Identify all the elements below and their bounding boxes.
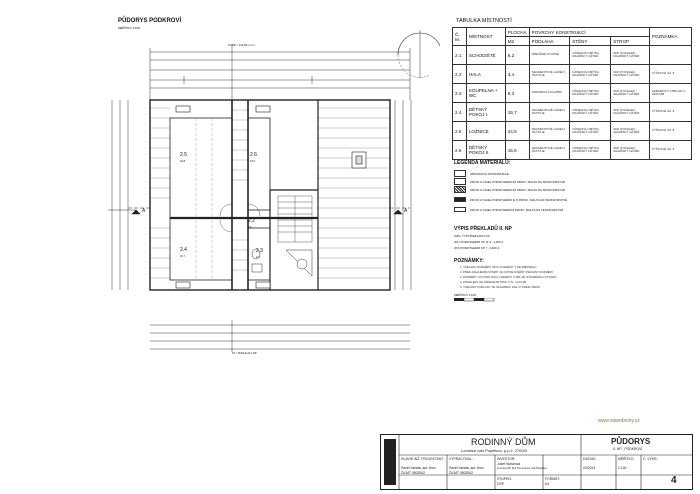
cell-note: KERAMICKÝ OBKLAD V. 2000 MM bbox=[649, 84, 691, 103]
cell-floor: KERAMICKÁ DLAŽBA bbox=[529, 84, 570, 103]
legend-title: LEGENDA MATERIÁLŮ: bbox=[454, 160, 511, 166]
project-location: Lomnice nad Popelkou, p.p.č. 2763/3 bbox=[461, 448, 528, 453]
note-item: 4. PODHLEDY ZE SÁDROKARTONU V TL. 12,5 MM bbox=[460, 280, 527, 284]
scale-value: 1:100 bbox=[618, 466, 627, 470]
cell-floor: SEGMENTOVÉ LAMELY, TEXTILIE bbox=[529, 103, 570, 122]
floor-plan-drawing bbox=[100, 20, 440, 360]
logo: www.stavebniny.cz bbox=[598, 418, 640, 424]
cell-floor: SEGMENTOVÉ LAMELY, TEXTILIE bbox=[529, 65, 570, 84]
cell-area: 3,4 bbox=[505, 65, 529, 84]
cell-num: 2.1 bbox=[453, 46, 467, 65]
cell-num: 2.2 bbox=[453, 65, 467, 84]
legend-item-label: OBVODOVÁ KONSTRUKCE bbox=[470, 171, 509, 176]
table-row bbox=[453, 103, 692, 122]
cell-name: DĚTSKÝ POKOJ I. bbox=[466, 103, 505, 122]
room-area-2-3: 9.3 bbox=[256, 256, 260, 259]
cell-num: 2.6 bbox=[453, 141, 467, 160]
note-item: 1. VŠECHNY ROZMĚRY JSOU UVEDENY V MILIMETRECH bbox=[460, 265, 537, 269]
col-header-area-unit: M2 bbox=[505, 37, 529, 46]
col-header-walls: STĚNY bbox=[570, 37, 611, 46]
cell-ceiling: SDK PODHLED, MALÍŘSKÝ NÁTĚR bbox=[611, 65, 650, 84]
plan-bottom-label: ±0 = PODLAHA 2.NP bbox=[232, 352, 257, 355]
cell-walls: VÁPENNÁ OMÍTKA, MALÍŘSKÝ NÁTĚR bbox=[570, 46, 611, 65]
drawing-subtitle: II. NP - PODKROVÍ bbox=[613, 447, 643, 451]
plan-scale: MĚŘÍTKO 1:100 bbox=[118, 26, 141, 30]
room-label-2-3: 2.3 bbox=[256, 248, 263, 254]
room-table-header-row bbox=[453, 28, 692, 37]
col-header-area: PLOCHA bbox=[505, 28, 529, 37]
lintel-row: (P1) POROTHERM KP 11,5 - 1250 2 bbox=[454, 240, 504, 244]
cell-ceiling: SDK PODHLED, MALÍŘSKÝ NÁTĚR bbox=[611, 46, 650, 65]
legend-item-label: ZDIVO Z CIHEL POROTHERM 11,5 PROFI, MALTA NA TENKOVRSTVÉ bbox=[470, 197, 568, 202]
table-row bbox=[453, 122, 692, 141]
notes-title: POZNÁMKY: bbox=[454, 258, 484, 264]
room-area-2-2: 3.4 bbox=[248, 226, 252, 229]
room-label-2-5: 2.5 bbox=[180, 152, 187, 158]
drawing-number: 4 bbox=[671, 475, 677, 486]
room-area-2-4: 15.7 bbox=[180, 255, 186, 258]
scale-bar bbox=[454, 298, 498, 302]
designer-reg: ČKAIT 0502542 bbox=[449, 471, 474, 475]
table-row bbox=[453, 141, 692, 160]
title-block bbox=[380, 434, 693, 490]
cell-area: 6,2 bbox=[505, 46, 529, 65]
scale-label: MĚŘÍTKO: bbox=[618, 457, 635, 461]
table-row bbox=[453, 84, 692, 103]
col-header-num: Č. M. bbox=[453, 28, 467, 46]
legend-item bbox=[454, 197, 567, 202]
north-arrow-icon bbox=[398, 30, 440, 78]
lintel-title: VÝPIS PŘEKLADŮ II. NP bbox=[454, 226, 512, 232]
legend-item bbox=[454, 170, 509, 177]
table-row bbox=[453, 46, 692, 65]
cell-floor: SEGMENTOVÉ LAMELY, TEXTILIE bbox=[529, 122, 570, 141]
cell-walls: VÁPENNÁ OMÍTKA, MALÍŘSKÝ NÁTĚR bbox=[570, 141, 611, 160]
top-dimensions bbox=[150, 44, 410, 100]
cell-num: 2.3 bbox=[453, 84, 467, 103]
col-header-finishes: POVRCHY KONSTRUKCÍ bbox=[529, 28, 649, 37]
bottom-dimensions bbox=[150, 320, 410, 352]
cell-area: 15,6 bbox=[505, 141, 529, 160]
room-label-2-2: 2.2 bbox=[248, 218, 255, 224]
legend-swatch bbox=[454, 178, 466, 185]
chief-designer-reg: ČKAIT 0502542 bbox=[401, 471, 426, 475]
cell-note: VÝŠKOVÉ ÚZ. 8 bbox=[649, 65, 691, 84]
note-item: 5. VŠECHNY PODLAHY SE SKLADBOU DLE VÝKRESU ŘEZŮ bbox=[460, 285, 540, 289]
legend-swatch bbox=[454, 197, 466, 202]
cell-ceiling: SDK PODHLED, MALÍŘSKÝ NÁTĚR bbox=[611, 141, 650, 160]
legend-item bbox=[454, 186, 565, 193]
cell-floor: DŘEVĚNÉ STUPNĚ bbox=[529, 46, 570, 65]
legend-item-label: ZDIVO Z CIHEL POROTHERM 30 PROFI, MALTA NA TENKOVRSTVÉ bbox=[470, 179, 565, 184]
col-header-ceiling: STROP bbox=[611, 37, 650, 46]
cell-name: LOŽNICE bbox=[466, 122, 505, 141]
room-label-2-4: 2.4 bbox=[180, 247, 187, 253]
cell-floor: SEGMENTOVÉ LAMELY, TEXTILIE bbox=[529, 141, 570, 160]
date-value: 03/2013 bbox=[583, 466, 596, 470]
cell-area: 24,8 bbox=[505, 122, 529, 141]
cell-name: DĚTSKÝ POKOJ II. bbox=[466, 141, 505, 160]
legend-item bbox=[454, 207, 563, 212]
plan-title: PŮDORYS PODKROVÍ bbox=[118, 18, 182, 24]
cell-walls: VÁPENNÁ OMÍTKA, MALÍŘSKÝ NÁTĚR bbox=[570, 122, 611, 141]
notes-scale: MĚŘÍTKO 1:100 bbox=[454, 293, 477, 297]
room-area-2-5: 24.8 bbox=[180, 160, 186, 163]
format-label: FORMÁT: bbox=[545, 477, 560, 481]
cell-note: VÝŠKOVÉ ÚZ. 8 bbox=[649, 103, 691, 122]
section-label-a-right: A bbox=[404, 208, 408, 214]
note-item: 2. PŘED ZAHÁJENÍM STAVBY JE NUTNÉ OVĚŘIT VŠECHNY ROZMĚRY bbox=[460, 270, 554, 274]
date-label: DATUM: bbox=[583, 457, 596, 461]
project-name: RODINNÝ DŮM bbox=[471, 437, 536, 447]
lintel-row: (P2) POROTHERM KP 7 - 1000 4 bbox=[454, 246, 500, 250]
legend-swatch bbox=[454, 207, 466, 212]
cell-note: VÝŠKOVÉ ÚZ. 8 bbox=[649, 122, 691, 141]
legend-item-label: ZDIVO Z CIHEL POROTHERM 8 PROFI, MALTA NA TENKOVRSTVÉ bbox=[470, 207, 564, 212]
stage-label: STUPEŇ: bbox=[497, 477, 512, 481]
legend-swatch bbox=[454, 170, 466, 177]
chief-designer-label: HLAVNÍ INŽ. PROJEKTANT: bbox=[401, 457, 445, 461]
cell-name: SCHODIŠTĚ bbox=[466, 46, 505, 65]
cell-note: VÝŠKOVÉ ÚZ. 8 bbox=[649, 141, 691, 160]
cell-walls: VÁPENNÁ OMÍTKA, MALÍŘSKÝ NÁTĚR bbox=[570, 84, 611, 103]
legend-item-label: ZDIVO Z CIHEL POROTHERM 30 PROFI, MALTA NA TENKOVRSTVÉ bbox=[470, 187, 565, 192]
table-row bbox=[453, 65, 692, 84]
cell-ceiling: SDK PODHLED, MALÍŘSKÝ NÁTĚR bbox=[611, 122, 650, 141]
designer-name: Pavel Janata, aut. tech. bbox=[449, 466, 485, 470]
investor-address: Lomnice 88, 512 51 Lomnice nad Popelkou bbox=[497, 467, 547, 470]
col-header-name: MÍSTNOST bbox=[466, 28, 505, 46]
cell-area: 15,7 bbox=[505, 103, 529, 122]
cell-ceiling: SDK PODHLED, MALÍŘSKÝ NÁTĚR bbox=[611, 103, 650, 122]
chief-designer-name: Pavel Janata, aut. tech. bbox=[401, 466, 437, 470]
note-item: 3. ROZMĚRY OTVORŮ JSOU UVEDENY V MM, ZE STAVEBNÍCH OTVORŮ bbox=[460, 275, 557, 279]
right-dimensions bbox=[395, 100, 411, 290]
stage-value: DSP bbox=[497, 482, 504, 486]
drawing-number-label: Č. VÝKR.: bbox=[643, 457, 659, 461]
room-table-title: TABULKA MÍSTNOSTÍ bbox=[456, 18, 512, 24]
room-area-2-6: 15.6 bbox=[250, 160, 256, 163]
cell-note bbox=[649, 46, 691, 65]
cell-name: KOUPELNA + WC bbox=[466, 84, 505, 103]
cell-walls: VÁPENNÁ OMÍTKA, MALÍŘSKÝ NÁTĚR bbox=[570, 65, 611, 84]
col-header-floor: PODLAHA bbox=[529, 37, 570, 46]
lintel-subheader: OZN. TYP PŘEKLADU KS bbox=[454, 234, 490, 238]
cell-num: 2.4 bbox=[453, 103, 467, 122]
designer-label: VYPRACOVAL: bbox=[449, 457, 473, 461]
left-dimensions bbox=[108, 100, 136, 290]
cell-area: 9,3 bbox=[505, 84, 529, 103]
room-table bbox=[452, 27, 692, 160]
plan-top-label: ±0.000 = 312,65 m.n.m. bbox=[228, 44, 256, 47]
cell-name: HALA bbox=[466, 65, 505, 84]
cell-ceiling: SDK PODHLED, MALÍŘSKÝ NÁTĚR bbox=[611, 84, 650, 103]
room-label-2-6: 2.6 bbox=[250, 152, 257, 158]
investor-label: INVESTOR: bbox=[497, 457, 516, 461]
drawing-title: PŮDORYS bbox=[611, 437, 651, 446]
investor-name: Josef Nohavica bbox=[497, 462, 521, 466]
section-label-a-left: A bbox=[142, 208, 146, 214]
legend-item bbox=[454, 178, 565, 185]
format-value: A4 bbox=[545, 482, 550, 486]
legend-swatch bbox=[454, 186, 466, 193]
col-header-note: POZNÁMKA bbox=[649, 28, 691, 46]
cell-num: 2.5 bbox=[453, 122, 467, 141]
cell-walls: VÁPENNÁ OMÍTKA, MALÍŘSKÝ NÁTĚR bbox=[570, 103, 611, 122]
